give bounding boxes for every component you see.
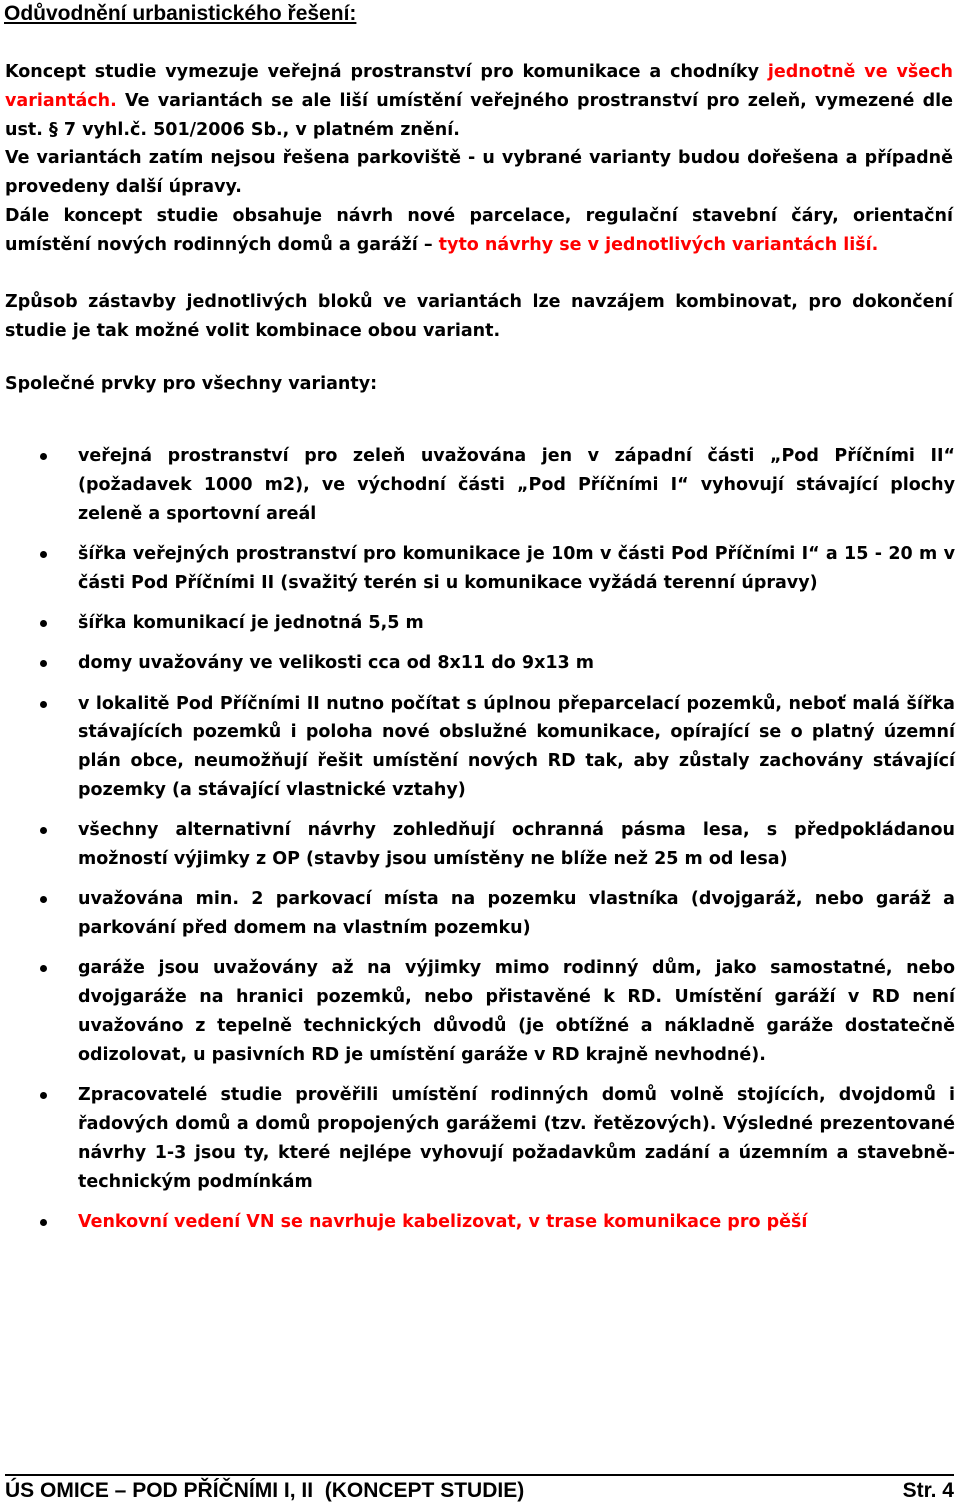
- bullet-icon: [40, 1092, 47, 1099]
- list-item-text: šířka veřejných prostranství pro komunikace je 10m v části Pod Příčními I“ a 15 - 20 m v části Pod Příčními II (svažitý terén si u komunikace vyžádá terenní úpravy): [78, 543, 955, 593]
- bullet-icon: [40, 896, 47, 903]
- list-item-text: veřejná prostranství pro zeleň uvažována jen v západní části „Pod Příčními II“ (požadavek 1000 m2), ve východní části „Pod Příčními I“ vyhovují stávající plochy zeleně a sportovní areál: [78, 446, 955, 524]
- list-item-text: garáže jsou uvažovány až na výjimky mimo rodinný dům, jako samostatné, nebo dvojgaráže na hranici pozemků, nebo přistavěné k RD. Umístění garáží v RD není uvažováno z tepelně technických důvodů (je obtížné a nákladně garáže dostatečně odizolovat, u pasivních RD je umístění garáže v RD krajně nevhodné).: [78, 958, 955, 1065]
- list-item: [0, 1081, 955, 1196]
- list-item: [0, 540, 955, 598]
- list-item-text: uvažována min. 2 parkovací místa na pozemku vlastníka (dvojgaráž, nebo garáž a parkování před domem na vlastním pozemku): [78, 889, 955, 939]
- list-item: [0, 954, 955, 1069]
- bullet-icon: [40, 551, 47, 558]
- list-item-text: Venkovní vedení VN se navrhuje kabelizovat, v trase komunikace pro pěší: [78, 1211, 808, 1232]
- list-item-highlighted: [0, 1208, 955, 1237]
- page-heading: Odůvodnění urbanistického řešení:: [4, 2, 357, 25]
- paragraph-variants: [5, 58, 953, 144]
- bullet-icon: [40, 660, 47, 667]
- list-item: [0, 690, 955, 805]
- list-item-text: v lokalitě Pod Příčními II nutno počítat s úplnou přeparcelací pozemků, neboť malá šířka stávajících pozemků i poloha nové obslužné komunikace, opírající se o platný územní plán obce, neumožňují řešit umístění nových RD tak, aby zůstaly zachovány stávající pozemky (a stávající vlastnické vztahy): [78, 693, 955, 800]
- highlight-text: jednotně ve všech variantách.: [5, 62, 953, 111]
- list-item: [0, 609, 955, 638]
- list-item: [0, 885, 955, 943]
- list-item: [0, 816, 955, 874]
- list-item-text: šířka komunikací je jednotná 5,5 m: [78, 612, 424, 633]
- bullet-icon: [40, 453, 47, 460]
- list-item: [0, 442, 955, 528]
- list-item: [0, 649, 955, 678]
- list-item-text: Zpracovatelé studie prověřili umístění rodinných domů volně stojících, dvojdomů i řadových domů a domů propojených garážemi (tzv. řetězových). Výsledné prezentované návrhy 1-3 jsou ty, které nejlépe vyhovují požadavkům zadání a územním a stavebně-technickým podmínkám: [78, 1085, 955, 1192]
- page-number: Str. 4: [902, 1479, 954, 1502]
- bullet-icon: [40, 701, 47, 708]
- page-footer: [5, 1474, 954, 1504]
- paragraph-parcelation: [5, 202, 953, 260]
- footer-title: ÚS OMICE – POD PŘÍČNÍMI I, II (KONCEPT STUDIE): [5, 1479, 525, 1502]
- bullet-icon: [40, 965, 47, 972]
- section-title: Společné prvky pro všechny varianty:: [5, 374, 378, 394]
- bullet-icon: [40, 620, 47, 627]
- bullet-icon: [40, 827, 47, 834]
- paragraph-combination: Způsob zástavby jednotlivých bloků ve variantách lze navzájem kombinovat, pro dokončení studie je tak možné volit kombinace obou variant.: [5, 292, 953, 341]
- bullet-icon: [40, 1219, 47, 1226]
- list-item-text: domy uvažovány ve velikosti cca od 8x11 do 9x13 m: [78, 653, 595, 674]
- paragraph-parking: Ve variantách zatím nejsou řešena parkoviště - u vybrané varianty budou dořešena a případně provedeny další úpravy.: [5, 148, 953, 197]
- highlight-text: tyto návrhy se v jednotlivých variantách liší.: [438, 234, 879, 255]
- paragraph-text: Koncept studie vymezuje veřejná prostranství pro komunikace a chodníky: [5, 62, 768, 82]
- common-elements-list: [0, 442, 955, 1248]
- list-item-text: všechny alternativní návrhy zohledňují ochranná pásma lesa, s předpokládanou možností výjimky z OP (stavby jsou umístěny ne blíže než 25 m od lesa): [78, 820, 955, 870]
- paragraph-text: Dále koncept studie obsahuje návrh nové parcelace, regulační stavební čáry, orientační umístění nových rodinných domů a garáží –: [5, 206, 953, 255]
- paragraph-text: Ve variantách se ale liší umístění veřejného prostranství pro zeleň, vymezené dle ust. § 7 vyhl.č. 501/2006 Sb., v platném znění.: [5, 90, 953, 140]
